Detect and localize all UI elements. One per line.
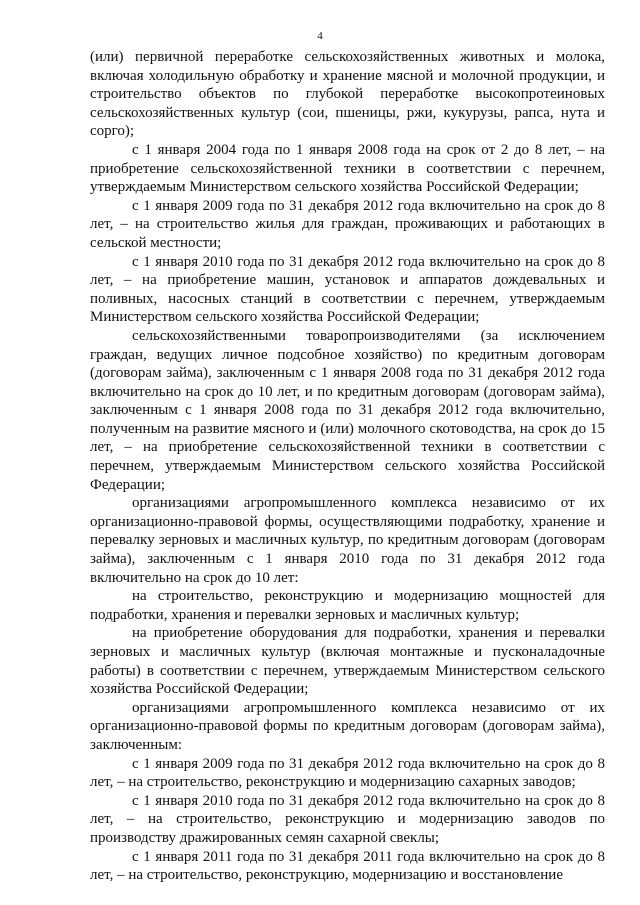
paragraph-continuation: (или) первичной переработке сельскохозяйственных животных и молока, включая холодильную обработку и хранение мясной и молочной продукции, и строительство объектов по глубокой переработке высокопротеиновых сельскохозяйственных культур (сои, пшеницы, ржи, кукурузы, рапса, нута и сорго); [90, 49, 605, 140]
paragraph-rural-housing-2009: с 1 января 2009 года по 31 декабря 2012 года включительно на срок до 8 лет, – на строительство жилья для граждан, проживающих и работающих в сельской местности; [90, 197, 605, 251]
paragraph-agri-machinery-2004: с 1 января 2004 года по 1 января 2008 года на срок от 2 до 8 лет, – на приобретение сельскохозяйственной техники в соответствии с перечнем, утверждаемым Министерством сельского хозяйства Российской Федерации; [90, 141, 605, 196]
paragraph-construction-2011: с 1 января 2011 года по 31 декабря 2011 года включительно на срок до 8 лет, – на строительство, реконструкцию, модернизацию и восстановление [90, 848, 605, 884]
document-body [90, 48, 605, 885]
paragraph-sugar-beet-seeds-2010: с 1 января 2010 года по 31 декабря 2012 года включительно на срок до 8 лет, – на строительство, реконструкцию и модернизацию заводов по производству дражированных семян сахарной свеклы; [90, 792, 605, 846]
paragraph-agri-producers: сельскохозяйственными товаропроизводителями (за исключением граждан, ведущих личное подсобное хозяйство) по кредитным договорам (договорам займа), заключенным с 1 января 2008 года по 31 декабря 2012 года включительно на срок до 10 лет, и по кредитным договорам (договорам займа), заключенным с 1 января 2008 года по 31 декабря 2012 года включительно, полученным на развитие мясного и (или) молочного скотоводства, на срок до 15 лет, – на приобретение сельскохозяйственной техники в соответствии с перечнем, утверждаемым Министерством сельского хозяйства Российской Федерации; [90, 327, 605, 493]
paragraph-grain-organizations: организациями агропромышленного комплекса независимо от их организационно-правовой формы, осуществляющими подработку, хранение и перевалку зерновых и масличных культур, по кредитным договорам (договорам займа), заключенным с 1 января 2010 года по 31 декабря 2012 года включительно на срок до 10 лет: [90, 495, 605, 586]
paragraph-irrigation-2010: с 1 января 2010 года по 31 декабря 2012 года включительно на срок до 8 лет, – на приобретение машин, установок и аппаратов дождевальных и поливных, насосных станций в соответствии с перечнем, утверждаемым Министерством сельского хозяйства Российской Федерации; [90, 253, 605, 326]
paragraph-sugar-plants-2009: с 1 января 2009 года по 31 декабря 2012 года включительно на срок до 8 лет, – на строительство, реконструкцию и модернизацию сахарных заводов; [90, 755, 605, 791]
page-number: 4 [317, 30, 323, 42]
paragraph-grain-equipment: на приобретение оборудования для подработки, хранения и перевалки зерновых и масличных культур (включая монтажные и пусконаладочные работы) в соответствии с перечнем, утверждаемым Министерством сельского хозяйства Российской Федерации; [90, 625, 605, 698]
paragraph-grain-construction: на строительство, реконструкцию и модернизацию мощностей для подработки, хранения и перевалки зерновых и масличных культур; [90, 588, 605, 623]
paragraph-agroindustrial-organizations: организациями агропромышленного комплекса независимо от их организационно-правовой формы по кредитным договорам (договорам займа), заключенным: [90, 699, 605, 753]
